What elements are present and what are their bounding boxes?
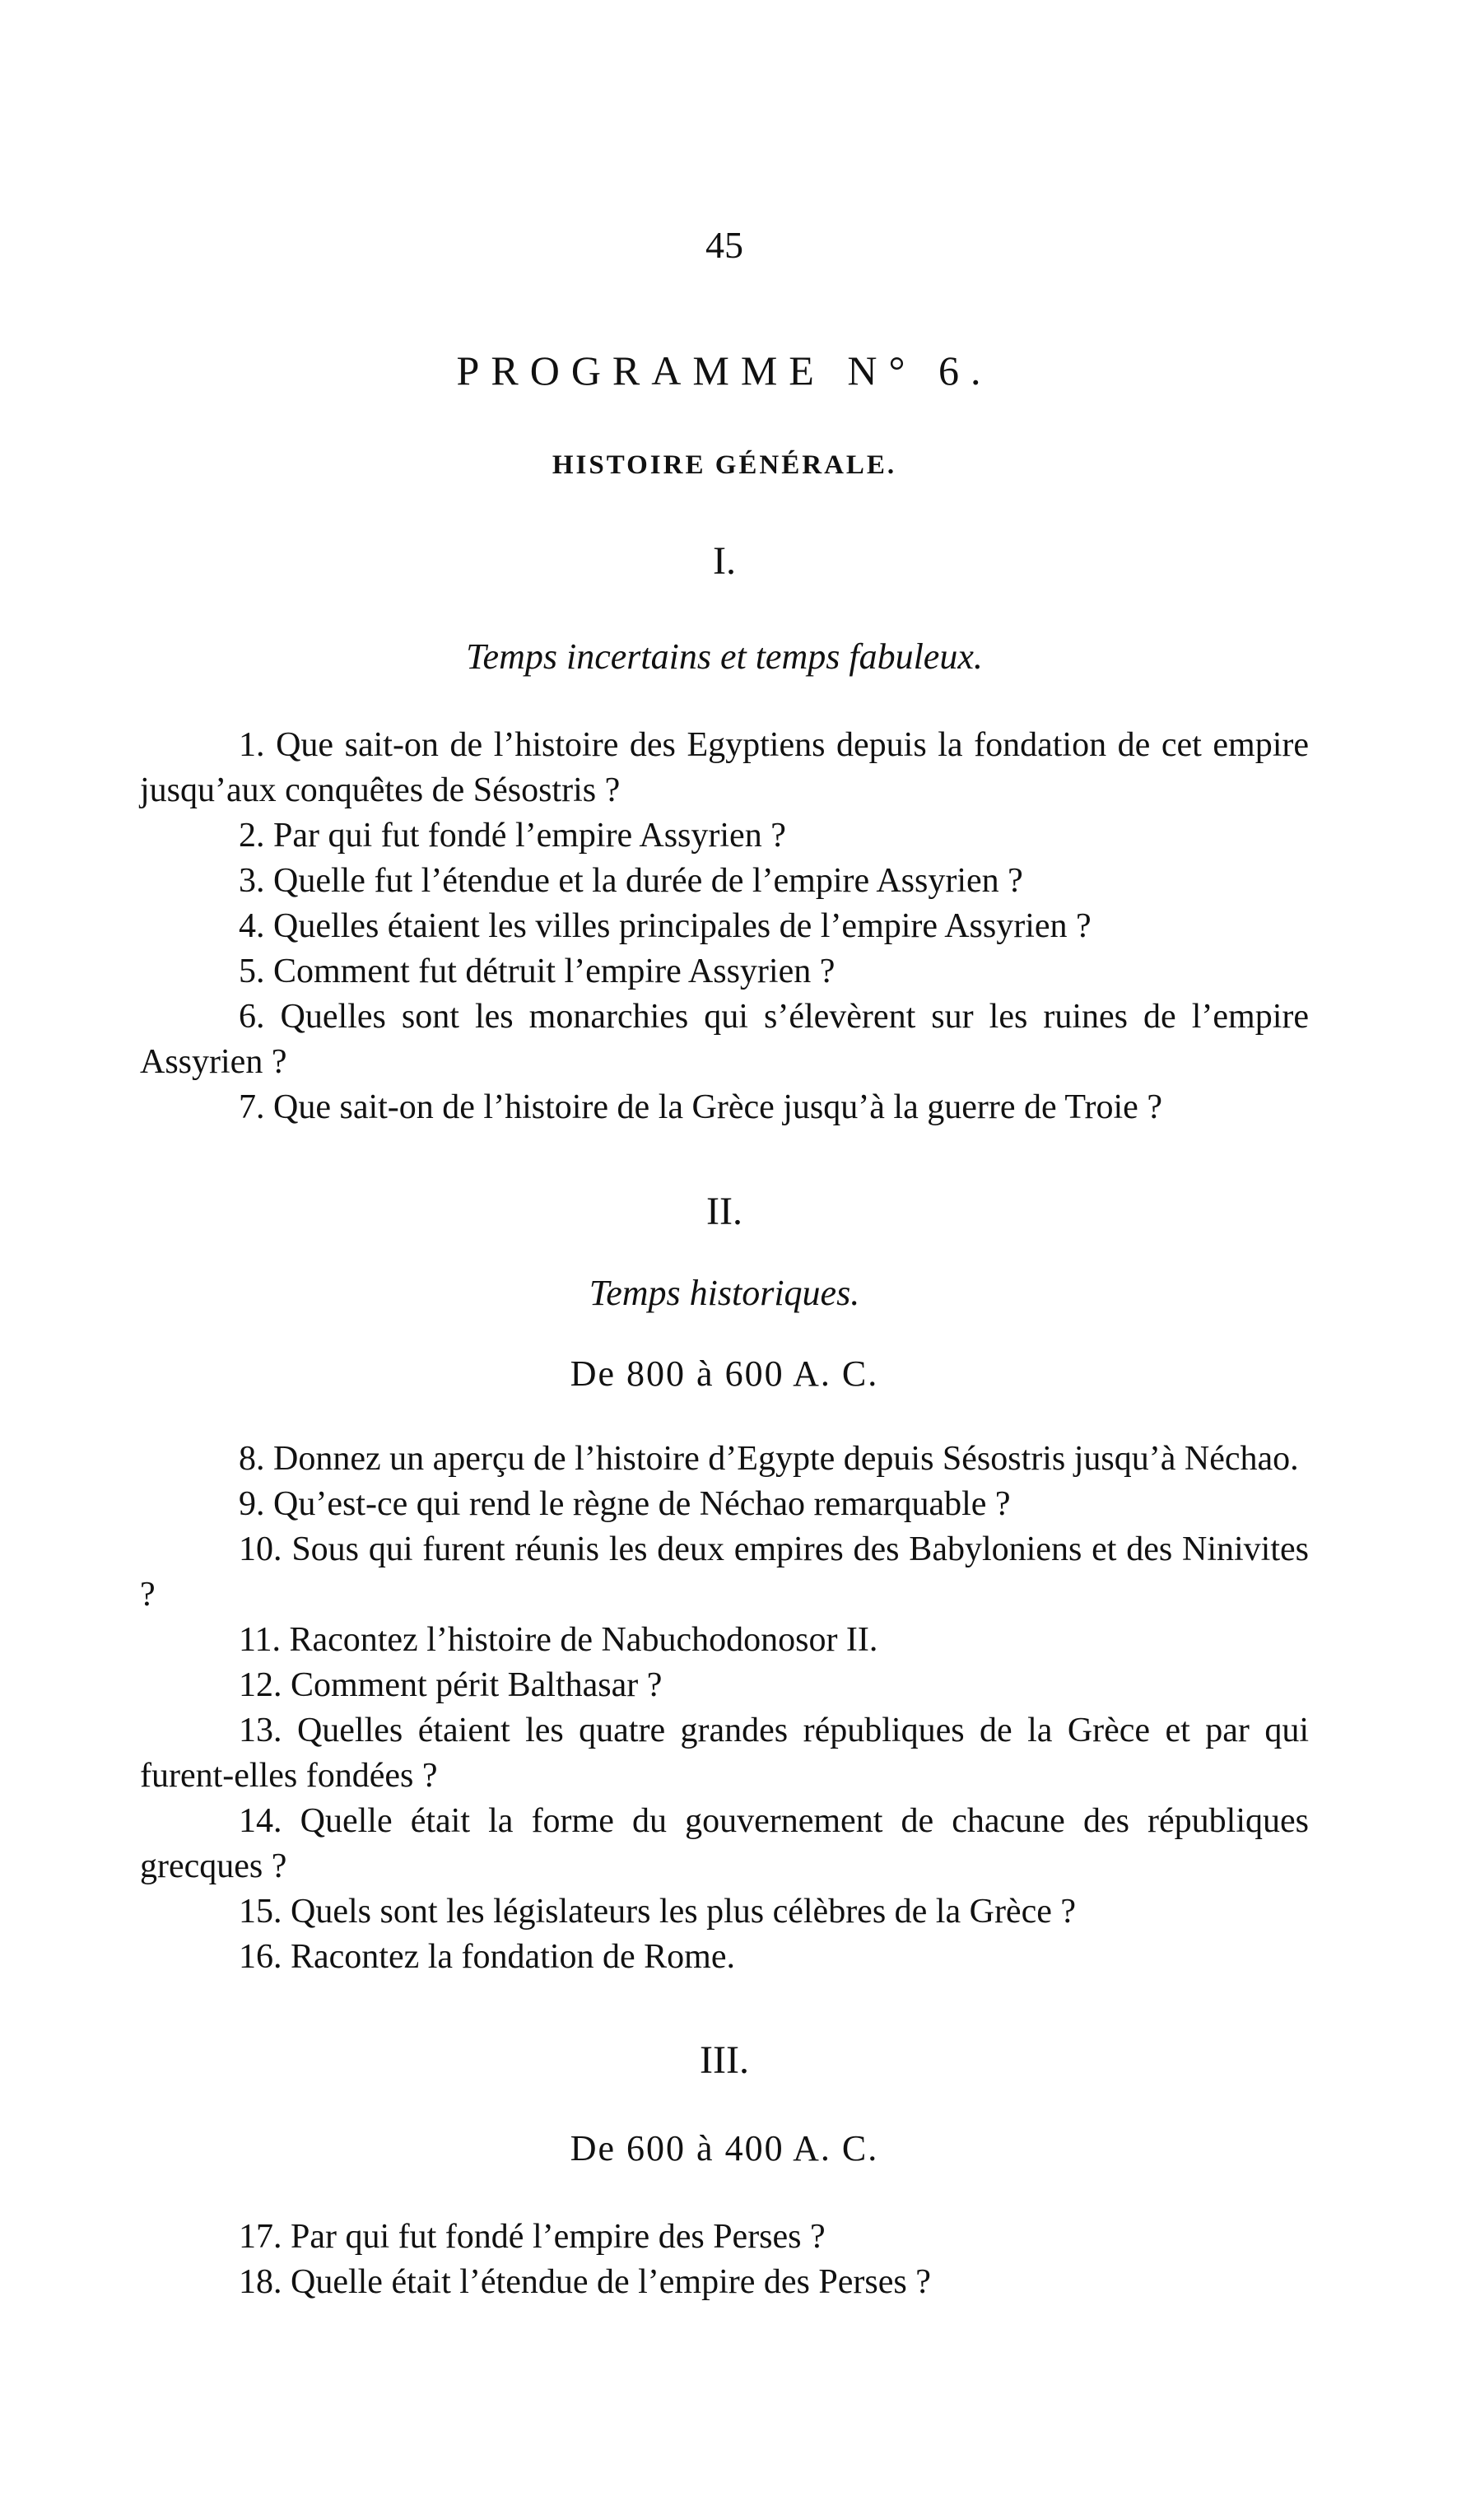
section-numeral-1: I. [713,539,736,583]
section-subtitle-1: Temps incertains et temps fabuleux. [466,636,983,677]
programme-title: PROGRAMME N° 6. [456,347,993,394]
question-item: 15. Quels sont les législateurs les plus célèbres de la Grèce ? [239,1893,1077,1931]
section-subtitle-2: Temps historiques. [589,1273,860,1313]
question-item: 17. Par qui fut fondé l’empire des Perses ? [239,2218,826,2256]
period-heading-3: De 600 à 400 A. C. [570,2128,879,2168]
question-item: 9. Qu’est-ce qui rend le règne de Néchao remarquable ? [239,1485,1011,1523]
section-numeral-2: II. [706,1190,742,1233]
question-item: 2. Par qui fut fondé l’empire Assyrien ? [239,817,786,855]
question-item: 14. Quelle était la forme du gouvernement de chacune des républiques grecques ? [140,1802,1310,1885]
question-list-1 [140,723,1309,1130]
question-item: 4. Quelles étaient les villes principales de l’empire Assyrien ? [239,907,1092,945]
question-item: 6. Quelles sont les monarchies qui s’élevèrent sur les ruines de l’empire Assyrien ? [140,998,1309,1081]
question-item: 16. Racontez la fondation de Rome. [239,1938,735,1976]
section-numeral-3: III. [700,2038,749,2082]
question-item: 3. Quelle fut l’étendue et la durée de l’empire Assyrien ? [239,862,1023,900]
subject-heading: HISTOIRE GÉNÉRALE. [552,450,897,480]
question-item: 8. Donnez un aperçu de l’histoire d’Egypte depuis Sésostris jusqu’à Néchao. [239,1440,1299,1478]
question-item: 5. Comment fut détruit l’empire Assyrien ? [239,953,836,990]
question-list-3 [140,2215,1309,2305]
question-item: 12. Comment périt Balthasar ? [239,1666,663,1704]
question-item: 7. Que sait-on de l’histoire de la Grèce jusqu’à la guerre de Troie ? [239,1088,1162,1126]
question-list-2 [140,1437,1309,1980]
question-item: 13. Quelles étaient les quatre grandes républiques de la Grèce et par qui furent-elles fondées ? [140,1712,1309,1795]
period-heading-2: De 800 à 600 A. C. [570,1353,879,1394]
question-item: 10. Sous qui furent réunis les deux empires des Babyloniens et des Ninivites ? [140,1530,1309,1614]
question-item: 18. Quelle était l’étendue de l’empire des Perses ? [239,2263,931,2301]
question-item: 1. Que sait-on de l’histoire des Egyptiens depuis la fondation de cet empire jusqu’aux conquêtes de Sésostris ? [140,726,1309,809]
question-item: 11. Racontez l’histoire de Nabuchodonosor II. [239,1621,878,1659]
page-number: 45 [705,224,743,266]
